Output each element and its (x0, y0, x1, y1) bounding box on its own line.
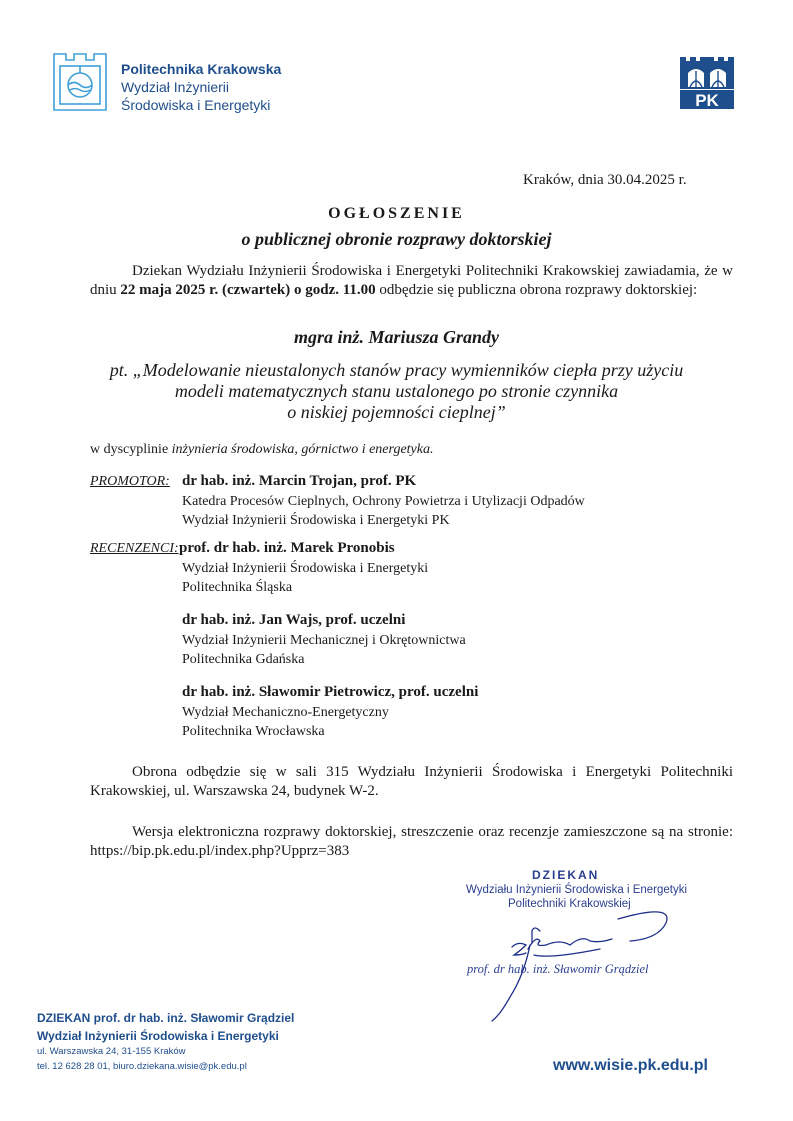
affiliation-line: Wydział Mechaniczno-Energetyczny (182, 705, 389, 720)
stamp-line: Politechniki Krakowskiej (508, 898, 631, 910)
discipline-name: inżynieria środowiska, górnictwo i energetyka. (171, 442, 434, 457)
pk-emblem-icon (680, 57, 734, 109)
document-subtitle: o publicznej obronie rozprawy doktorskiej (241, 229, 552, 249)
university-name: Politechnika Krakowska (121, 61, 282, 77)
stamp-title: DZIEKAN (532, 868, 600, 882)
pk-emblem-text: PK (695, 91, 719, 109)
reviewer-affiliation (182, 632, 466, 669)
reviewer-name: prof. dr hab. inż. Marek Pronobis (179, 540, 395, 556)
affiliation-line: Politechnika Wrocławska (182, 723, 325, 739)
promotor-label: PROMOTOR: (90, 474, 170, 489)
footer-faculty: Wydział Inżynierii Środowiska i Energetyki (37, 1029, 279, 1043)
intro-paragraph (90, 262, 733, 299)
affiliation-line: Politechnika Gdańska (182, 651, 305, 667)
location-text: Obrona odbędzie się w sali 315 Wydziału Inżynierii Środowiska i Energetyki Politechniki Krakowskiej, ul. Warszawska 24, budynek W-2. (90, 764, 733, 799)
document-title: OGŁOSZENIE (328, 205, 465, 222)
location-paragraph (90, 763, 733, 801)
promotor-name: dr hab. inż. Marcin Trojan, prof. PK (182, 473, 417, 489)
faculty-name-line2: Środowiska i Energetyki (121, 97, 271, 113)
reviewer-affiliation (182, 704, 389, 741)
affiliation-line: Politechnika Śląska (182, 579, 293, 595)
online-paragraph (90, 823, 733, 861)
discipline-prefix: w dyscyplinie (90, 442, 172, 457)
affiliation-line: Wydział Inżynierii Środowiska i Energetyki PK (182, 512, 450, 528)
document-date: Kraków, dnia 30.04.2025 r. (523, 172, 687, 188)
footer-dean: DZIEKAN prof. dr hab. inż. Sławomir Grądziel (37, 1011, 295, 1025)
footer-website-link[interactable]: www.wisie.pk.edu.pl (553, 1057, 708, 1074)
thesis-title (80, 360, 713, 423)
footer-address: ul. Warszawska 24, 31-155 Kraków (37, 1046, 186, 1057)
faculty-name-line1: Wydział Inżynierii (121, 79, 230, 95)
footer-contact: tel. 12 628 28 01, biuro.dziekana.wisie@pk.edu.pl (37, 1061, 247, 1072)
candidate-name: mgra inż. Mariusza Grandy (293, 327, 500, 347)
discipline (90, 442, 433, 458)
affiliation-line: Wydział Inżynierii Środowiska i Energetyki (182, 561, 429, 576)
stamp-line: Wydziału Inżynierii Środowiska i Energetyki (466, 884, 688, 896)
thesis-line: modeli matematycznych stanu ustalonego po stronie czynnika (174, 381, 619, 401)
intro-text-before: Dziekan Wydziału Inżynierii Środowiska i Energetyki Politechniki Krakowskiej zawiadamia, że w dniu (90, 263, 733, 298)
reviewer-affiliation (182, 560, 428, 597)
stamp-name: prof. dr hab. inż. Sławomir Grądziel (467, 962, 649, 976)
reviewer-name: dr hab. inż. Jan Wajs, prof. uczelni (182, 612, 406, 628)
university-logo-icon (52, 52, 108, 112)
intro-text-after: odbędzie się publiczna obrona rozprawy doktorskiej: (375, 281, 698, 298)
online-text: Wersja elektroniczna rozprawy doktorskiej, streszczenie oraz recenzje zamieszczone są na stronie: https://bip.pk.edu.pl/index.php?Upprz=383 (90, 824, 733, 859)
reviewers-label: RECENZENCI: (90, 541, 179, 556)
thesis-line: o niskiej pojemności cieplnej” (287, 402, 506, 422)
affiliation-line: Katedra Procesów Cieplnych, Ochrony Powietrza i Utylizacji Odpadów (182, 494, 585, 509)
defense-date: 22 maja 2025 r. (czwartek) o godz. 11.00 (120, 281, 376, 298)
promotor-affiliation (182, 493, 585, 530)
thesis-line: pt. „Modelowanie nieustalonych stanów pracy wymienników ciepła przy użyciu (109, 360, 684, 380)
reviewer-name: dr hab. inż. Sławomir Pietrowicz, prof. uczelni (182, 684, 479, 700)
affiliation-line: Wydział Inżynierii Mechanicznej i Okrętownictwa (182, 633, 466, 648)
